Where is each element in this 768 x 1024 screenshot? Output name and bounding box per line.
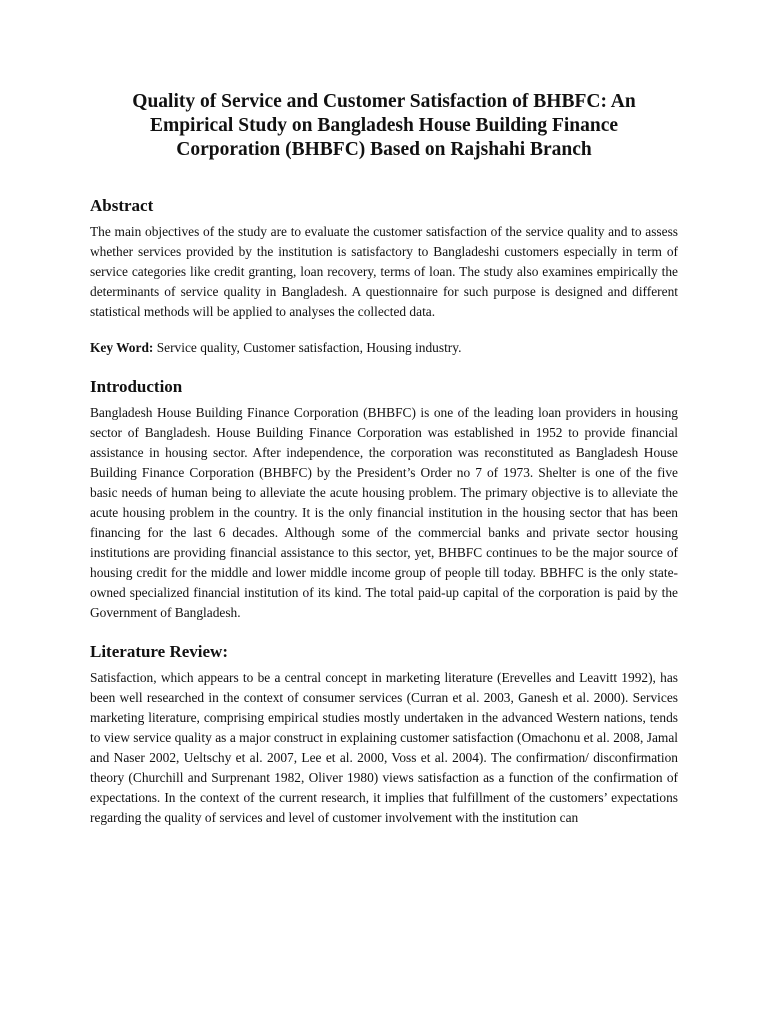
introduction-text: Bangladesh House Building Finance Corporation (BHBFC) is one of the leading loan providers in housing sector of Bangladesh. House Building Finance Corporation was established in 1952 to provide financial assistance in housing sector. After independence, the corporation was reconstituted as Bangladesh House Building Finance Corporation (BHBFC) by the President’s Order no 7 of 1973. Shelter is one of the five basic needs of human being to alleviate the acute housing problem. The primary objective is to alleviate the acute housing problem in the country. It is the only financial institution in the housing sector that has been financing for the last 6 decades. Although some of the commercial banks and private sector housing institutions are providing financial assistance to this sector, yet, BHBFC continues to be the major source of housing credit for the middle and lower middle income group of people till today. BBHFC is the only state-owned specialized financial institution of its kind. The total paid-up capital of the corporation is paid by the Government of Bangladesh. (90, 405, 678, 620)
document-page (90, 90, 678, 828)
paper-title: Quality of Service and Customer Satisfaction of BHBFC: An Empirical Study on Bangladesh House Building Finance Corporation (BHBFC) Based on Rajshahi Branch (132, 91, 636, 160)
introduction-section (90, 377, 678, 622)
keywords-line (90, 338, 678, 358)
literature-review-heading: Literature Review: (90, 642, 228, 662)
abstract-text: The main objectives of the study are to evaluate the customer satisfaction of the service quality and to assess whether services provided by the institution is satisfactory to Bangladeshi customers especially in term of service categories like credit granting, loan recovery, terms of loan. The study also examines empirically the determinants of service quality in Bangladesh. A questionnaire for such purpose is designed and different statistical methods will be applied to analyses the collected data. (90, 224, 678, 319)
literature-review-text: Satisfaction, which appears to be a central concept in marketing literature (Erevelles and Leavitt 1992), has been well researched in the context of consumer services (Curran et al. 2003, Ganesh et al. 2000). Services marketing literature, comprising empirical studies mostly undertaken in the advanced Western nations, tends to view service quality as a major construct in explaining customer satisfaction (Omachonu et al. 2008, Jamal and Naser 2002, Ueltschy et al. 2007, Lee et al. 2000, Voss et al. 2004). The confirmation/ disconfirmation theory (Churchill and Surprenant 1982, Oliver 1980) views satisfaction as a function of the confirmation of expectations. In the context of the current research, it implies that fulfillment of the customers’ expectations regarding the quality of services and level of customer involvement with the institution can (90, 670, 678, 825)
keywords-text: Service quality, Customer satisfaction, Housing industry. (153, 339, 462, 355)
introduction-heading: Introduction (90, 377, 183, 397)
abstract-section (90, 196, 678, 322)
literature-review-section (90, 642, 678, 827)
abstract-heading: Abstract (90, 196, 154, 215)
keywords-label: Key Word: (90, 339, 154, 355)
